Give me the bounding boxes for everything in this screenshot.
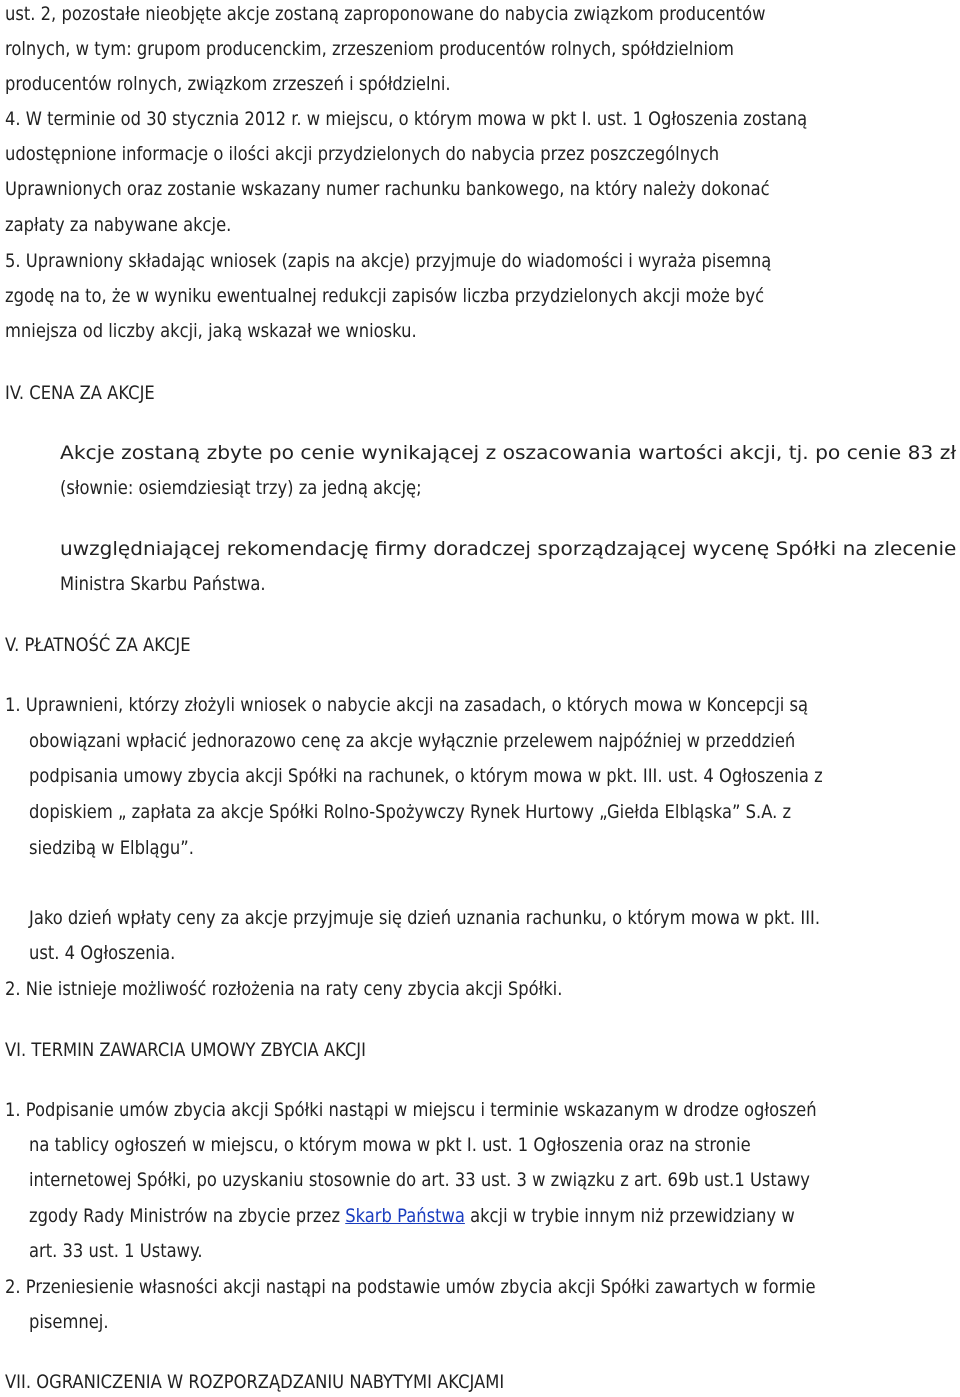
line-text: ust. 2, pozostałe nieobjęte akcje zostaną zaproponowane do nabycia związkom producentów [5,3,766,25]
line-text: ust. 4 Ogłoszenia. [29,942,176,964]
line-text: obowiązani wpłacić jednorazowo cenę za akcje wyłącznie przelewem najpóźniej w przeddzień [29,730,796,752]
text-line [29,1310,122,1334]
text-line [29,764,952,788]
line-text: internetowej Spółki, po uzyskaniu stosownie do art. 33 ust. 3 w związku z art. 69b ust.1 Ustawy [29,1169,810,1191]
text-line [29,836,221,860]
text-line [5,1098,949,1122]
line-text: siedzibą w Elblągu”. [29,837,194,859]
text-line [5,213,268,237]
line-text: na tablicy ogłoszeń w miejscu, o którym mowa w pkt I. ust. 1 Ogłoszenia oraz na stronie [29,1134,751,1156]
line-text: producentów rolnych, związkom zrzeszeń i spółdzielni. [5,73,451,95]
line-text: zapłaty za nabywane akcje. [5,214,232,236]
line-text: zgodę na to, że w wyniku ewentualnej redukcji zapisów liczba przydzielonych akcji może być [5,285,765,307]
line-text: akcji w trybie innym niż przewidziany w [464,1205,795,1227]
text-line [5,249,896,273]
text-line [60,572,299,596]
text-line [5,177,894,201]
line-text: podpisania umowy zbycia akcji Spółki na rachunek, o którym mowa w pkt. III. ust. 4 Ogłoszenia z [29,765,823,787]
text-line [5,284,888,308]
line-text-with-link [29,1204,795,1228]
section-heading-v [5,633,221,657]
text-line [60,476,480,500]
text-line [5,72,523,96]
text-line [5,142,835,166]
line-text: Ministra Skarbu Państwa. [60,573,266,595]
line-text: uwzględniającej rekomendację firmy doradczej sporządzającej wycenę Spółki na zlecenie [60,538,957,560]
text-line [29,941,199,965]
section-heading-iv [5,381,179,405]
line-text: pisemnej. [29,1311,109,1333]
text-line [29,1168,937,1192]
heading-text: VII. OGRANICZENIA W ROZPORZĄDZANIU NABYTYMI AKCJAMI [5,1371,505,1393]
text-line [5,319,484,343]
line-text: 2. Nie istnieje możliwość rozłożenia na raty ceny zbycia akcji Spółki. [5,978,563,1000]
skarb-panstwa-link[interactable]: Skarb Państwa [345,1205,465,1227]
text-line [29,729,920,753]
line-text: zgody Rady Ministrów na zbycie przez [29,1205,346,1227]
text-line [5,2,889,26]
line-text: Akcje zostaną zbyte po cenie wynikającej z oszacowania wartości akcji, tj. po cenie 83 zł [60,442,957,464]
text-line [29,906,949,930]
text-line-justified [60,441,957,465]
line-text: art. 33 ust. 1 Ustawy. [29,1240,203,1262]
line-text: Uprawnionych oraz zostanie wskazany numer rachunku bankowego, na który należy dokonać [5,178,770,200]
text-line [29,1133,868,1157]
line-text: 1. Uprawnieni, którzy złożyli wniosek o nabycie akcji na zasadach, o których mowa w Koncepcji są [5,694,809,716]
line-text: (słownie: osiemdziesiąt trzy) za jedną akcję; [60,477,422,499]
text-line [5,1275,948,1299]
heading-text: IV. CENA ZA AKCJE [5,382,155,404]
line-text: 4. W terminie od 30 stycznia 2012 r. w miejscu, o którym mowa w pkt I. ust. 1 Ogłoszenia zostaną [5,108,808,130]
heading-text: VI. TERMIN ZAWARCIA UMOWY ZBYCIA AKCJI [5,1039,366,1061]
heading-text: V. PŁATNOŚĆ ZA AKCJE [5,634,191,656]
line-text: Jako dzień wpłaty ceny za akcje przyjmuje się dzień uznania rachunku, o którym mowa w pkt. III. [29,907,821,929]
section-heading-vi [5,1038,425,1062]
section-heading-vii [5,1370,585,1394]
text-line [5,107,938,131]
line-text: rolnych, w tym: grupom producenckim, zrzeszeniom producentów rolnych, spółdzielniom [5,38,734,60]
text-line [5,693,939,717]
text-line [29,800,915,824]
line-text: udostępnione informacje o ilości akcji przydzielonych do nabycia przez poszczególnych [5,143,720,165]
text-line [29,1239,231,1263]
text-line [5,37,853,61]
line-text: 2. Przeniesienie własności akcji nastąpi na podstawie umów zbycia akcji Spółki zawartych w formie [5,1276,816,1298]
text-line-justified [60,537,957,561]
text-line [29,1204,919,1228]
line-text: mniejsza od liczby akcji, jaką wskazał we wniosku. [5,320,417,342]
line-text: 5. Uprawniony składając wniosek (zapis na akcje) przyjmuje do wiadomości i wyraża pisemną [5,250,772,272]
line-text: 1. Podpisanie umów zbycia akcji Spółki nastąpi w miejscu i terminie wskazanym w drodze ogłoszeń [5,1099,817,1121]
text-line [5,977,653,1001]
line-text: dopiskiem „ zapłata za akcje Spółki Rolno-Spożywczy Rynek Hurtowy „Giełda Elbląska” S.A. z [29,801,792,823]
